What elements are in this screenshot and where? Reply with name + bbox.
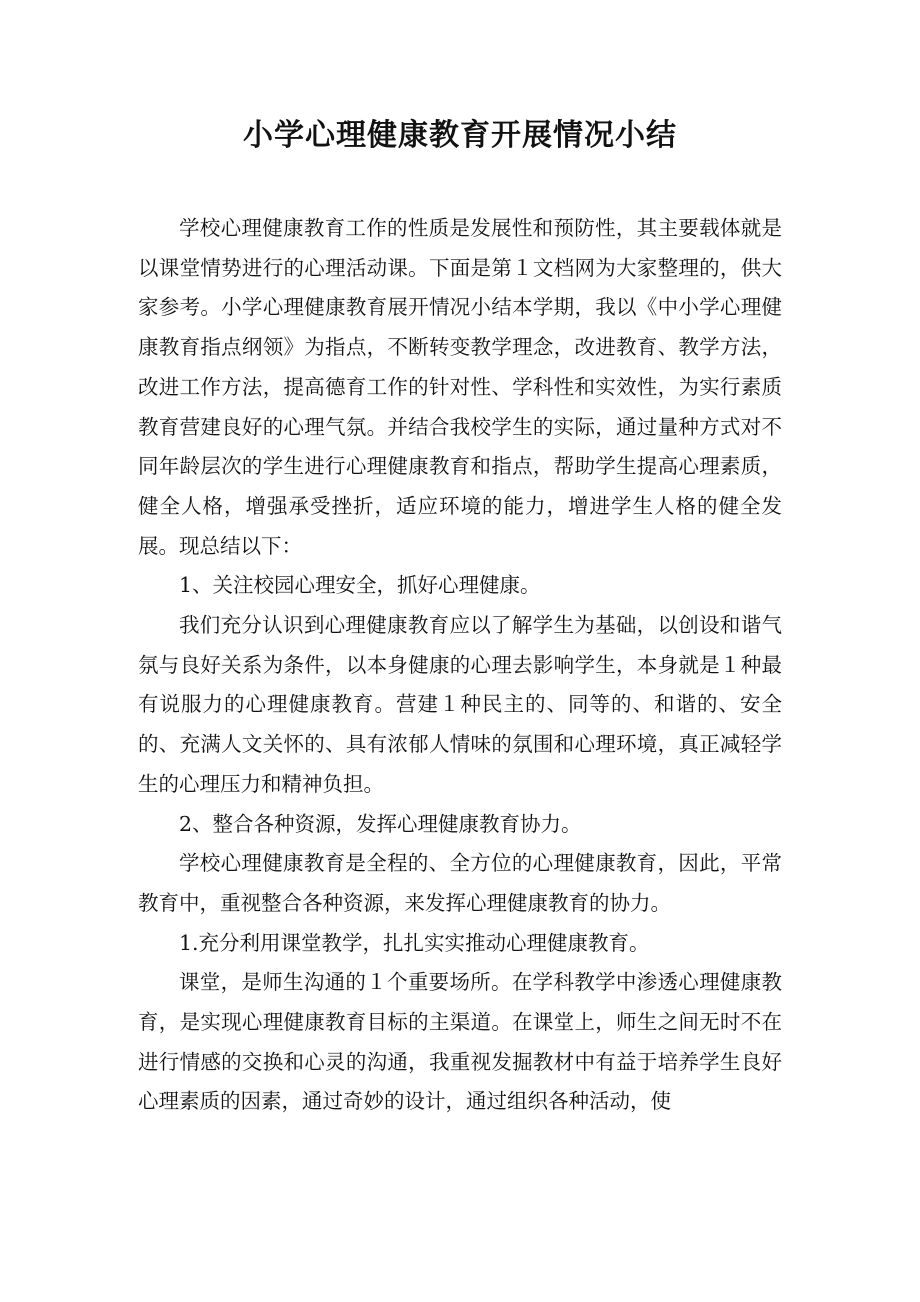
paragraph-subsection-1: 课堂，是师生沟通的１个重要场所。在学科教学中渗透心理健康教育，是实现心理健康教育目标的主渠道。在课堂上，师生之间无时不在进行情感的交换和心灵的沟通，我重视发掘教材中有益于培养学生良好心理素质的因素，通过奇妙的设计，通过组织各种活动，使: [138, 970, 782, 1114]
heading-subsection-1: 1.充分利用课堂教学，扎扎实实推动心理健康教育。: [179, 930, 650, 955]
paragraph-section-1: 我们充分认识到心理健康教育应以了解学生为基础，以创设和谐气氛与良好关系为条件，以本身健康的心理去影响学生，本身就是１种最有说服力的心理健康教育。营建１种民主的、同等的、和谐的、安全的、充满人文关怀的、具有浓郁人情味的氛围和心理环境，真正减轻学生的心理压力和精神负担。: [138, 613, 782, 796]
document-body: [138, 209, 782, 1122]
heading-section-2: 2、整合各种资源，发挥心理健康教育协力。: [179, 811, 582, 836]
document-title: 小学心理健康教育开展情况小结: [243, 118, 677, 153]
paragraph-section-2: 学校心理健康教育是全程的、全方位的心理健康教育，因此，平常教育中，重视整合各种资源，来发挥心理健康教育的协力。: [138, 851, 782, 915]
paragraph-intro: 学校心理健康教育工作的性质是发展性和预防性，其主要载体就是以课堂情势进行的心理活动课。下面是第１文档网为大家整理的，供大家参考。小学心理健康教育展开情况小结本学期，我以《中小学心理健康教育指点纲领》为指点，不断转变教学理念，改进教育、教学方法，改进工作方法，提高德育工作的针对性、学科性和实效性，为实行素质教育营建良好的心理气氛。并结合我校学生的实际，通过量种方式对不同年龄层次的学生进行心理健康教育和指点，帮助学生提高心理素质，健全人格，增强承受挫折，适应环境的能力，增进学生人格的健全发展。现总结以下：: [138, 216, 782, 558]
heading-section-1: 1、关注校园心理安全，抓好心理健康。: [179, 573, 541, 598]
